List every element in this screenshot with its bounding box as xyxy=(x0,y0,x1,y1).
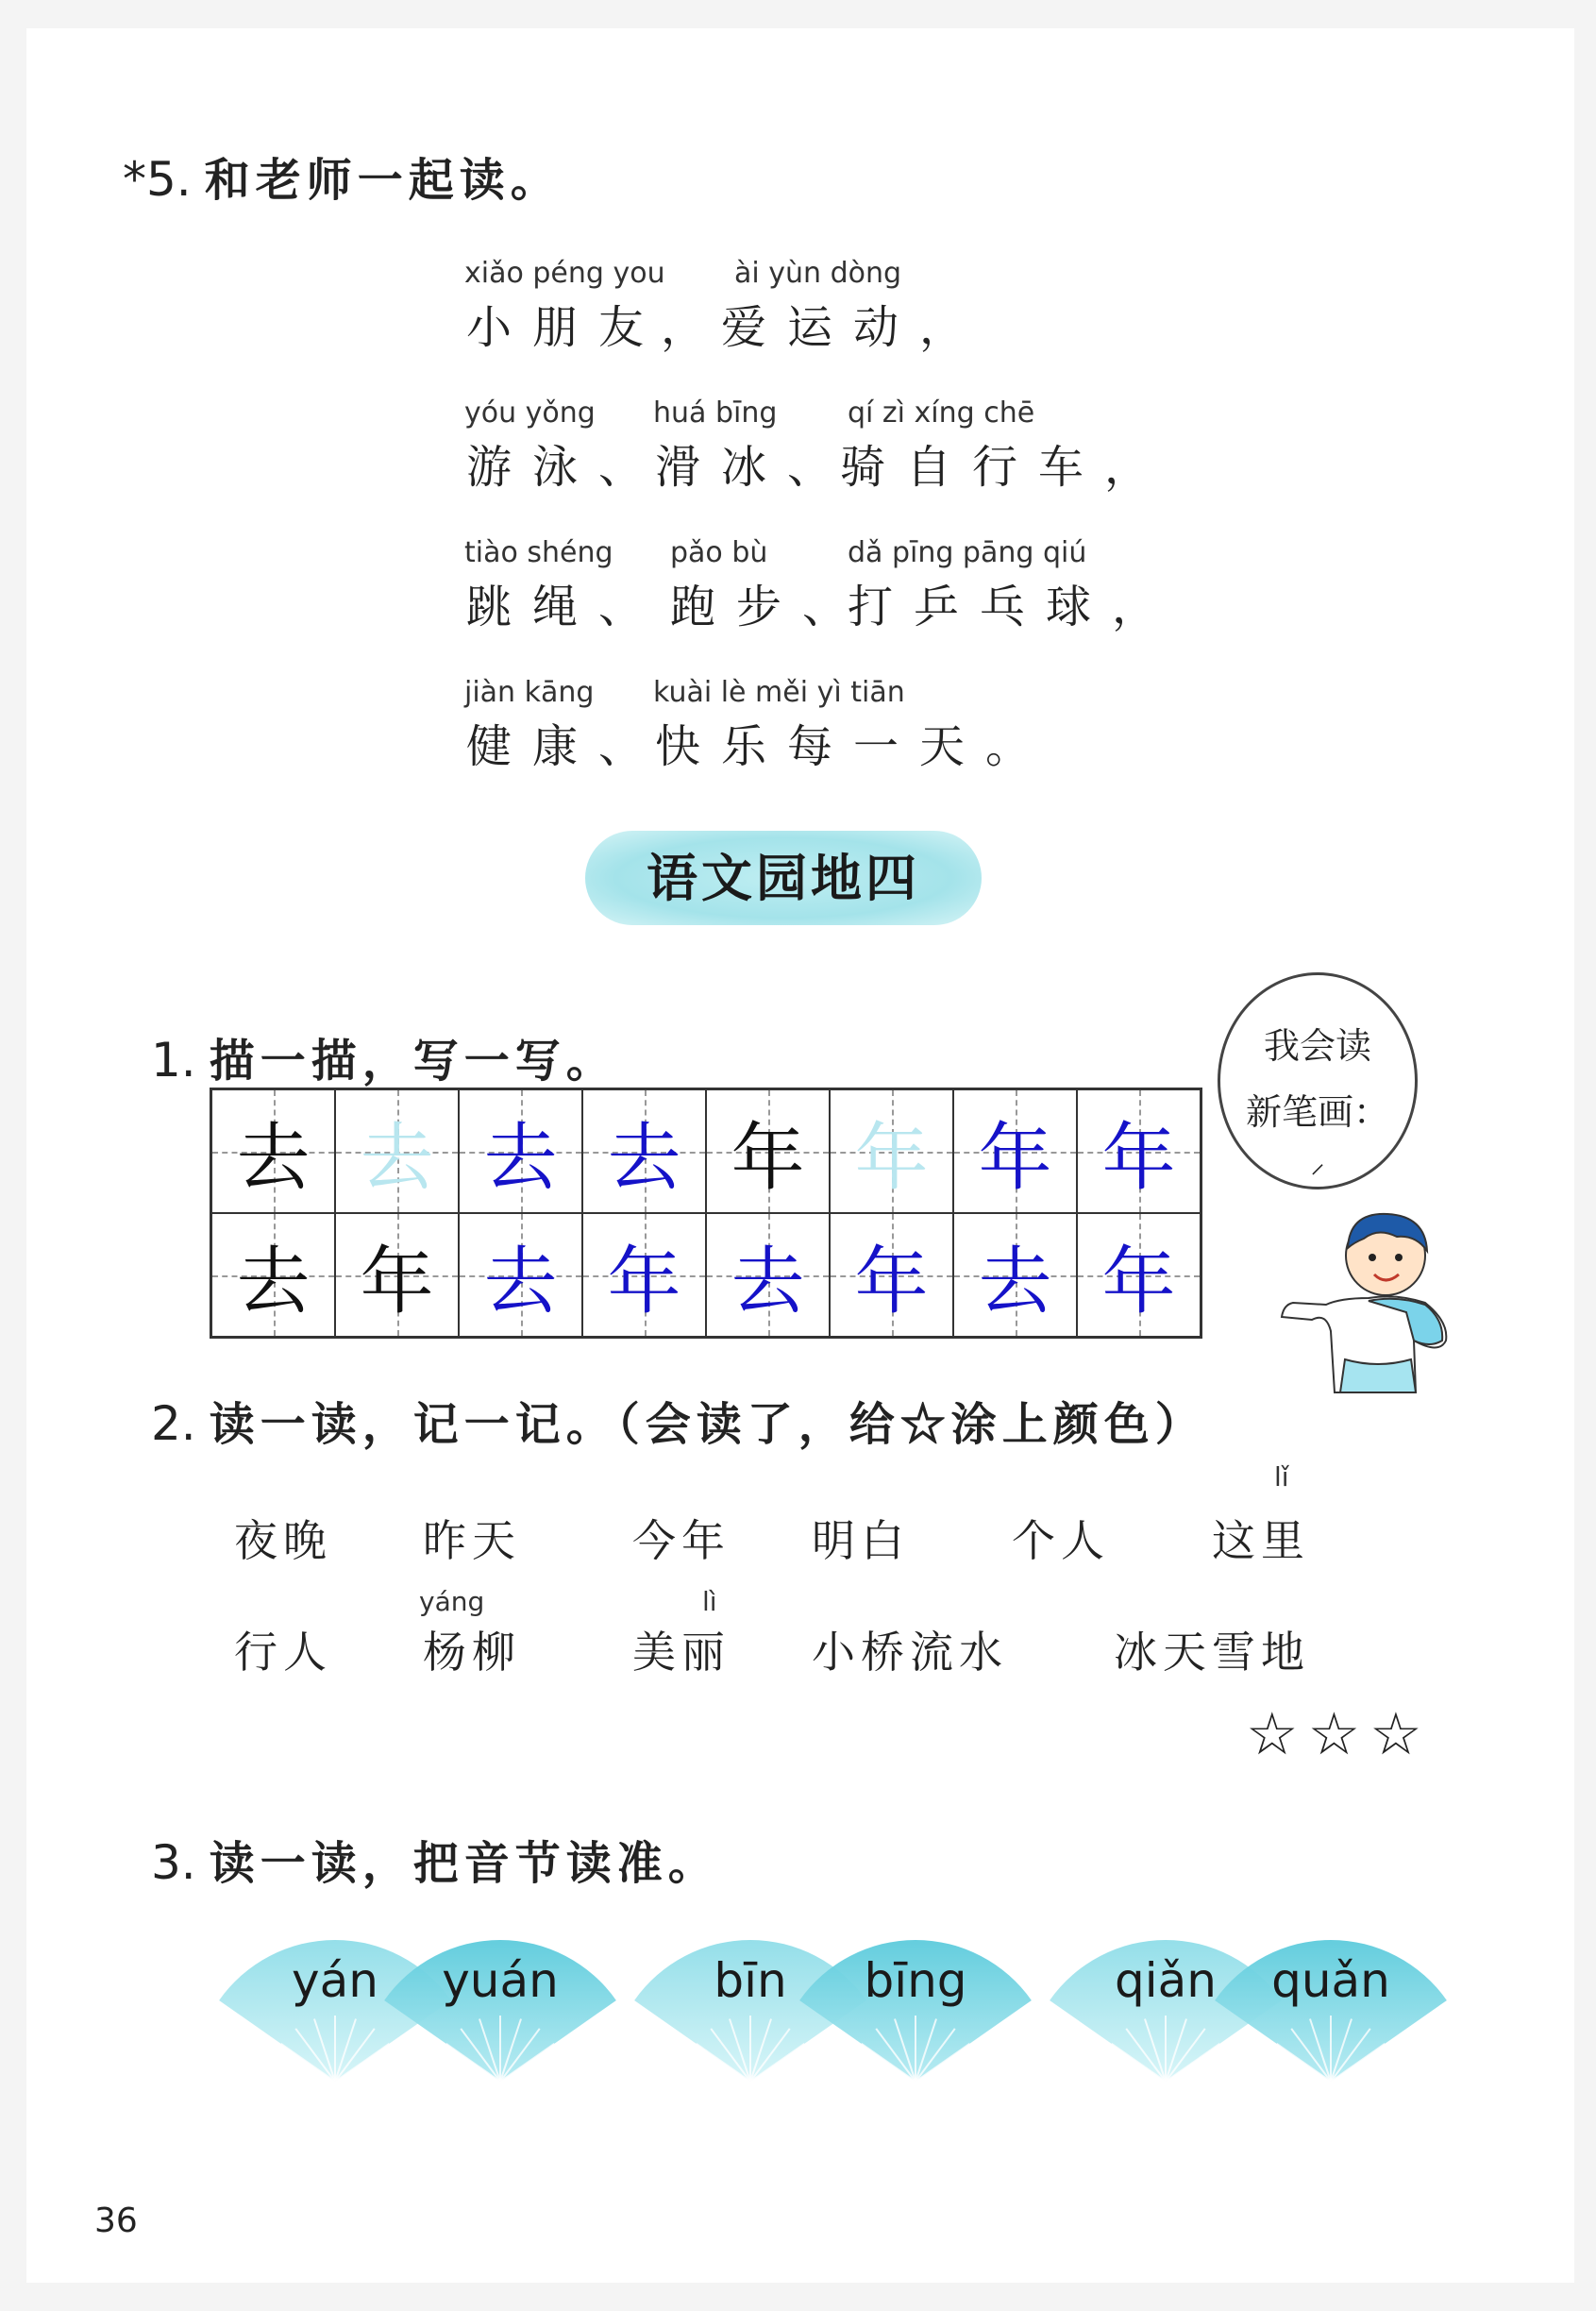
poem-hanzi: 打乒乓球， xyxy=(848,581,1179,633)
q2-number: 2. xyxy=(151,1396,196,1451)
grid-character: 去 xyxy=(978,1239,1052,1324)
grid-character: 去 xyxy=(360,1115,434,1201)
word: 这里 xyxy=(1212,1515,1310,1566)
poem-pinyin: pǎo bù xyxy=(670,536,768,569)
word: 明白 xyxy=(812,1515,910,1566)
poem-hanzi: 爱运动， xyxy=(721,301,986,354)
boy-illustration xyxy=(1274,1199,1463,1397)
grid-cell[interactable] xyxy=(211,1089,335,1213)
grid-cell[interactable] xyxy=(706,1089,830,1213)
syllable-left: qiǎn xyxy=(1115,1953,1217,2008)
grid-cell[interactable] xyxy=(1077,1089,1201,1213)
grid-cell[interactable] xyxy=(830,1089,953,1213)
poem-pinyin: kuài lè měi yì tiān xyxy=(653,676,905,709)
poem-hanzi: 滑冰、 xyxy=(655,441,854,494)
rating-stars[interactable]: ☆☆☆ xyxy=(1246,1699,1432,1768)
grid-character: 年 xyxy=(854,1115,929,1201)
pinyin-li4: lì xyxy=(702,1586,717,1617)
grid-character: 年 xyxy=(731,1115,805,1201)
grid-character: 去 xyxy=(483,1239,558,1324)
syllable-right: bīng xyxy=(864,1953,967,2008)
grid-character: 去 xyxy=(236,1239,311,1324)
section5-heading xyxy=(123,143,562,209)
syllable-left: yán xyxy=(292,1953,378,2008)
garden-title: 语文园地四 xyxy=(585,831,982,925)
poem-hanzi: 跳绳、 xyxy=(466,581,665,633)
word: 夜晚 xyxy=(234,1515,332,1566)
q1-title: 描一描，写一写。 xyxy=(209,1035,617,1088)
poem-pinyin: ài yùn dòng xyxy=(734,257,902,290)
grid-character: 去 xyxy=(483,1115,558,1201)
syllable-right: quǎn xyxy=(1271,1953,1390,2008)
grid-character: 年 xyxy=(854,1239,929,1324)
word: 美丽 xyxy=(632,1627,731,1678)
page-number: 36 xyxy=(94,2201,138,2240)
poem-pinyin: dǎ pīng pāng qiú xyxy=(848,536,1087,569)
poem-pinyin: huá bīng xyxy=(653,396,778,430)
poem-hanzi: 小朋友 xyxy=(466,301,665,354)
grid-character: 年 xyxy=(1101,1115,1176,1201)
bubble-line2: 新笔画： xyxy=(1245,1091,1389,1133)
grid-cell[interactable] xyxy=(459,1089,582,1213)
word: 个人 xyxy=(1012,1515,1110,1566)
poem-comma: ， xyxy=(661,301,728,354)
grid-cell[interactable] xyxy=(953,1089,1077,1213)
poem-hanzi: 健康、 xyxy=(466,720,665,773)
grid-character: 年 xyxy=(978,1115,1052,1201)
poem-pinyin: tiào shéng xyxy=(464,536,613,569)
poem-hanzi: 游泳、 xyxy=(466,441,665,494)
grid-cell[interactable] xyxy=(1077,1213,1201,1337)
poem-pinyin: jiàn kāng xyxy=(464,676,595,709)
grid-character: 去 xyxy=(236,1115,311,1201)
word: 冰天雪地 xyxy=(1114,1627,1310,1678)
speech-bubble xyxy=(1218,972,1418,1189)
grid-cell[interactable] xyxy=(706,1213,830,1337)
q1-number: 1. xyxy=(151,1033,196,1088)
q1-heading xyxy=(151,1024,617,1089)
grid-character: 年 xyxy=(360,1239,434,1324)
word: 行人 xyxy=(234,1627,332,1678)
grid-cell[interactable] xyxy=(335,1089,459,1213)
word: 今年 xyxy=(632,1515,731,1566)
q3-number: 3. xyxy=(151,1835,196,1890)
section5-title: 和老师一起读。 xyxy=(204,154,562,207)
poem-pinyin: yóu yǒng xyxy=(464,396,596,430)
poem-pinyin: qí zì xíng chē xyxy=(848,396,1035,430)
poem-hanzi: 快乐每一天。 xyxy=(655,720,1052,773)
syllable-right: yuán xyxy=(442,1953,559,2008)
grid-cell[interactable] xyxy=(459,1213,582,1337)
grid-character: 去 xyxy=(607,1115,681,1201)
poem-pinyin: xiǎo péng you xyxy=(464,257,665,290)
poem-hanzi: 骑自行车， xyxy=(840,441,1171,494)
word: 昨天 xyxy=(423,1515,521,1566)
word: 小桥流水 xyxy=(812,1627,1008,1678)
poem-hanzi: 跑步、 xyxy=(670,581,869,633)
q3-title: 读一读，把音节读准。 xyxy=(209,1837,719,1890)
grid-cell[interactable] xyxy=(953,1213,1077,1337)
grid-cell[interactable] xyxy=(335,1213,459,1337)
grid-cell[interactable] xyxy=(582,1213,706,1337)
bubble-line1: 我会读 xyxy=(1263,1025,1371,1067)
word: 杨柳 xyxy=(423,1627,521,1678)
q3-heading xyxy=(151,1827,719,1892)
new-stroke-icon: ⸝ xyxy=(1310,1147,1325,1180)
writing-grid xyxy=(210,1088,1202,1339)
grid-character: 年 xyxy=(1101,1239,1176,1324)
pinyin-li3: lǐ xyxy=(1274,1461,1289,1493)
pinyin-yang: yáng xyxy=(419,1586,485,1617)
grid-cell[interactable] xyxy=(830,1213,953,1337)
syllable-left: bīn xyxy=(714,1953,787,2008)
grid-cell[interactable] xyxy=(582,1089,706,1213)
syllable-fans xyxy=(217,1926,1482,2096)
section5-number: *5. xyxy=(123,152,192,207)
grid-cell[interactable] xyxy=(211,1213,335,1337)
q2-heading xyxy=(151,1388,1206,1453)
grid-character: 年 xyxy=(607,1239,681,1324)
q2-title: 读一读，记一记。（会读了，给☆涂上颜色） xyxy=(209,1398,1206,1451)
grid-character: 去 xyxy=(731,1239,805,1324)
